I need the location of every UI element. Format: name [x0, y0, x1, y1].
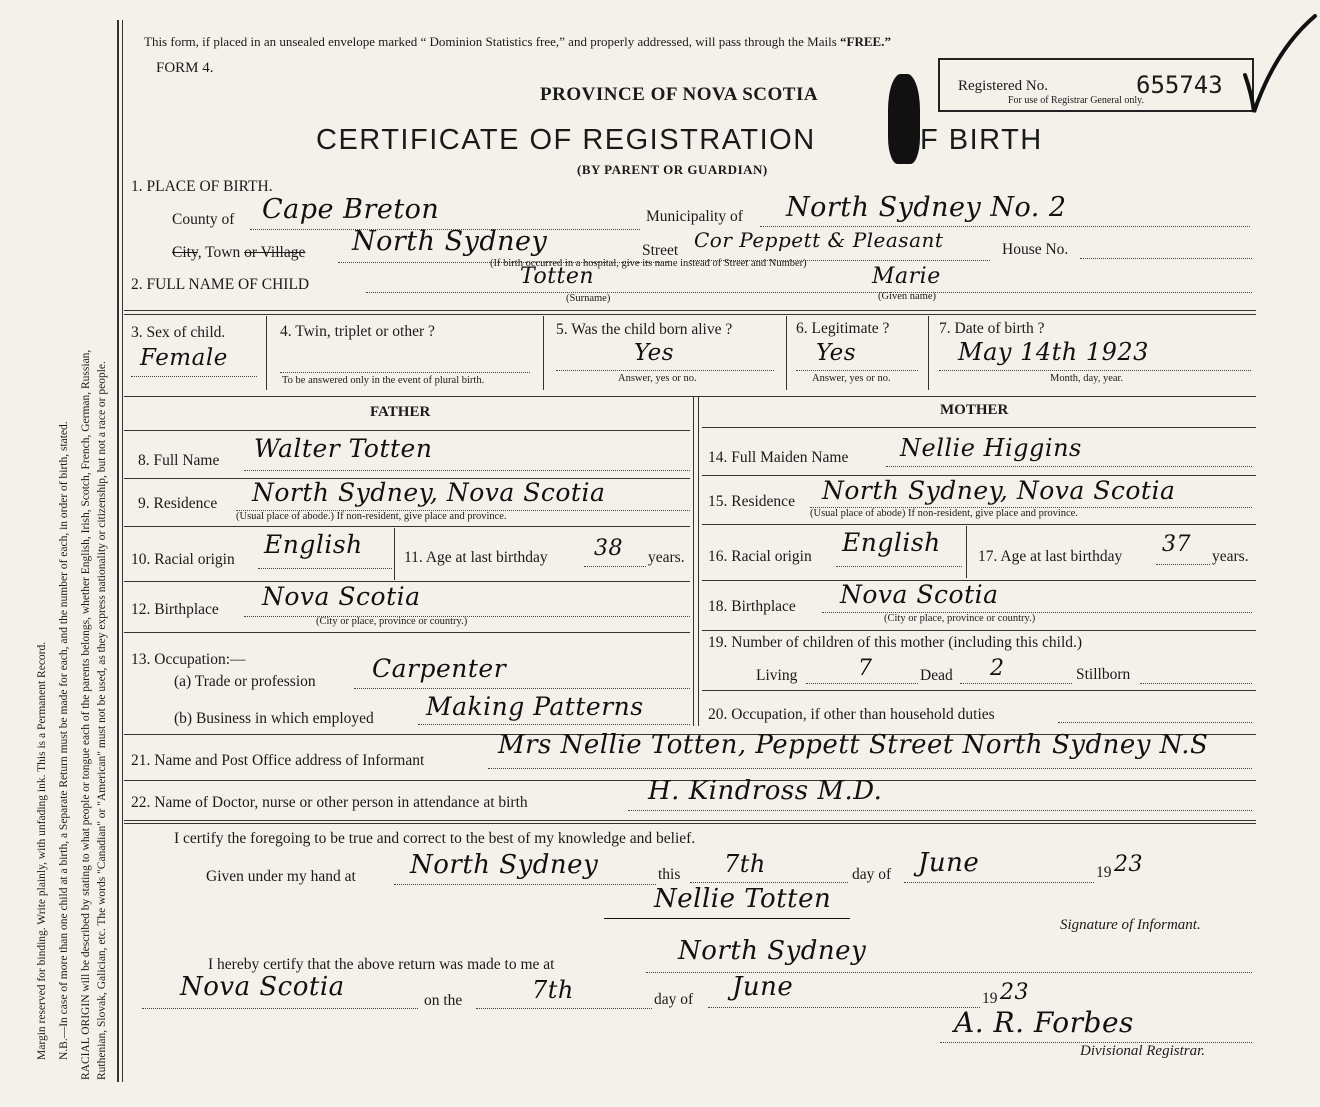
mother-birthplace-label: 18. Birthplace [708, 598, 796, 615]
registered-number-box [938, 58, 1254, 112]
house-number-line [1080, 258, 1252, 259]
date-of-birth-line [939, 370, 1251, 371]
mother-residence-note: (Usual place of abode) If non-resident, give place and province. [810, 508, 1078, 519]
registered-number-note: For use of Registrar General only. [1008, 95, 1144, 106]
surname-label: (Surname) [566, 293, 611, 304]
mother-birthplace-note: (City or place, province or country.) [884, 613, 1036, 624]
twin-note: To be answered only in the event of plural birth. [282, 375, 485, 386]
mailing-notice: This form, if placed in an unsealed envelope marked “ Dominion Statistics free,” and properly addressed, will pass through the Mails “FREE.” [144, 34, 891, 49]
mother-heading: MOTHER [940, 402, 1009, 418]
registered-number-label: Registered No. [958, 78, 1048, 94]
father-trade-label: (a) Trade or profession [174, 673, 316, 690]
dead-value: 2 [990, 656, 1005, 681]
cert-month-line [904, 882, 1094, 883]
father-business-line [418, 724, 690, 725]
row-divider-b [543, 316, 544, 390]
dead-line [960, 683, 1072, 684]
margin-note-binding: Margin reserved for binding. Write plainly, with unfading ink. This is a Permanent Record. [36, 641, 48, 1060]
father-residence-note: (Usual place of abode.) If non-resident, give place and province. [236, 511, 507, 522]
father-heading: FATHER [370, 404, 431, 420]
father-name-label: 8. Full Name [138, 452, 220, 469]
registrar-on-the-label: on the [424, 992, 463, 1009]
registrar-place1-value: North Sydney [678, 936, 867, 966]
form-number: FORM 4. [156, 60, 214, 76]
sex-value: Female [140, 345, 228, 371]
date-of-birth-label: 7. Date of birth ? [939, 320, 1045, 337]
born-alive-line [556, 370, 774, 371]
legitimate-label: 6. Legitimate ? [796, 320, 890, 337]
mother-age-label: 17. Age at last birthday [978, 548, 1123, 565]
living-line [806, 683, 918, 684]
father-age-divider [394, 528, 395, 580]
street-value: Cor Peppett & Pleasant [694, 228, 944, 252]
father-name-value: Walter Totten [254, 434, 433, 463]
parents-divider-2 [698, 396, 699, 726]
margin-note-racial-origin-2: Ruthenian, Slovak, Galician, etc. The words "Canadian" or "American" must not be used, as they express nationality or citizenship, but not a race or people. [96, 361, 108, 1080]
mother-rule-2 [702, 524, 1256, 525]
margin-note-multiple-births: N.B.—In case of more than one child at a birth, a Separate Return must be made for each, and the number of each, in order of birth, stated. [58, 421, 70, 1060]
cert-year-value: 23 [1114, 852, 1143, 877]
date-of-birth-note: Month, day, year. [1050, 373, 1124, 384]
margin-note-racial-origin-1: RACIAL ORIGIN will be described by stating to what people or tongue each of the parents belongs, whether English, Irish, Scotch, French, German, Russian, [80, 349, 92, 1080]
municipality-value: North Sydney No. 2 [786, 192, 1067, 223]
mother-residence-label: 15. Residence [708, 493, 795, 510]
cert-day-line [690, 882, 848, 883]
signature-line [604, 918, 850, 919]
registrar-month-line [708, 1007, 980, 1008]
cert-year-prefix: 19 [1096, 864, 1112, 881]
mother-residence-value: North Sydney, Nova Scotia [822, 476, 1176, 505]
registered-number-value: 655743 [1136, 71, 1223, 99]
row-divider-d [928, 316, 929, 390]
date-of-birth-value: May 14th 1923 [958, 338, 1149, 366]
informant-signature: Nellie Totten [654, 884, 832, 914]
father-business-label: (b) Business in which employed [174, 710, 374, 727]
father-rule-2 [124, 526, 690, 527]
father-birthplace-label: 12. Birthplace [131, 601, 219, 618]
father-birthplace-note: (City or place, province or country.) [316, 616, 468, 627]
father-trade-value: Carpenter [372, 654, 507, 683]
sex-line [131, 376, 257, 377]
child-surname-value: Totten [520, 264, 595, 289]
father-racial-origin-label: 10. Racial origin [131, 551, 235, 568]
mother-racial-origin-label: 16. Racial origin [708, 548, 812, 565]
child-name-line [366, 292, 1252, 293]
sex-label: 3. Sex of child. [131, 324, 226, 341]
signature-of-informant-label: Signature of Informant. [1060, 917, 1201, 933]
mother-name-label: 14. Full Maiden Name [708, 449, 849, 466]
given-place-value: North Sydney [410, 850, 599, 880]
legitimate-line [796, 370, 918, 371]
registrar-place2-value: Nova Scotia [180, 972, 345, 1002]
given-place-line [394, 884, 656, 885]
doctor-label: 22. Name of Doctor, nurse or other person in attendance at birth [131, 794, 528, 811]
given-name-label: (Given name) [878, 291, 937, 302]
mother-birthplace-value: Nova Scotia [840, 580, 999, 609]
mother-racial-origin-line [836, 566, 962, 567]
cert-month-value: June [918, 848, 980, 878]
father-racial-origin-value: English [264, 530, 363, 559]
father-racial-origin-line [258, 568, 392, 569]
father-rule-4 [124, 632, 690, 633]
margin-rule-1 [117, 20, 119, 1082]
cert-day-value: 7th [724, 850, 766, 878]
county-label: County of [172, 211, 235, 228]
municipality-label: Municipality of [646, 208, 743, 225]
twin-label: 4. Twin, triplet or other ? [280, 323, 435, 340]
mother-racial-origin-value: English [842, 528, 941, 557]
cert-this-label: this [658, 866, 681, 883]
born-alive-note: Answer, yes or no. [618, 373, 697, 384]
section-divider-2 [124, 396, 1256, 397]
cert-day-of-label: day of [852, 866, 892, 883]
mother-children-label: 19. Number of children of this mother (including this child.) [708, 634, 1083, 651]
registrar-year-value: 23 [1000, 980, 1029, 1005]
doctor-line [628, 810, 1252, 811]
mother-name-line [886, 466, 1252, 467]
town-label: City, Town or Village [172, 244, 306, 261]
mother-age-line [1156, 564, 1210, 565]
section-divider-5b [124, 823, 1256, 824]
father-occupation-label: 13. Occupation:— [131, 651, 246, 668]
father-trade-line [354, 688, 690, 689]
place-of-birth-label: 1. PLACE OF BIRTH. [131, 178, 273, 195]
check-mark-icon [1240, 10, 1320, 120]
certificate-subtitle: (BY PARENT OR GUARDIAN) [577, 162, 768, 177]
stillborn-label: Stillborn [1076, 666, 1131, 683]
mother-occupation-label: 20. Occupation, if other than household duties [708, 706, 995, 723]
father-residence-value: North Sydney, Nova Scotia [252, 478, 606, 507]
town-value: North Sydney [352, 226, 548, 257]
registrar-month-value: June [732, 972, 794, 1002]
father-age-label: 11. Age at last birthday [404, 549, 548, 566]
registrar-statement: I hereby certify that the above return was made to me at [208, 956, 555, 973]
twin-line [280, 372, 530, 373]
mother-age-divider [966, 526, 967, 578]
registrar-day-line [476, 1008, 652, 1009]
father-business-value: Making Patterns [426, 692, 644, 721]
father-name-line [244, 470, 690, 471]
hospital-note: (If birth occurred in a hospital, give its name instead of Street and Number) [490, 258, 807, 269]
house-number-label: House No. [1002, 241, 1069, 258]
mother-rule-0 [702, 427, 1256, 428]
mother-rule-5 [702, 690, 1256, 691]
section-divider-1 [124, 310, 1256, 311]
certificate-title-end: F BIRTH [920, 124, 1043, 156]
born-alive-value: Yes [634, 340, 675, 366]
father-age-line [584, 566, 646, 567]
mother-name-value: Nellie Higgins [900, 434, 1082, 462]
registrar-signature: A. R. Forbes [954, 1006, 1134, 1039]
registrar-year-prefix: 19 [982, 990, 998, 1007]
informant-value: Mrs Nellie Totten, Peppett Street North Sydney N.S [498, 730, 1209, 760]
father-rule-0 [124, 430, 690, 431]
row-divider-a [266, 316, 267, 390]
certify-statement: I certify the foregoing to be true and correct to the best of my knowledge and belief. [174, 830, 696, 847]
informant-label: 21. Name and Post Office address of Informant [131, 752, 425, 769]
mother-age-years: years. [1212, 548, 1249, 565]
living-value: 7 [858, 656, 873, 681]
margin-rule-2 [122, 20, 123, 1082]
dead-label: Dead [920, 667, 953, 684]
section-divider-1b [124, 314, 1256, 315]
parents-divider-1 [693, 396, 694, 726]
row-divider-c [786, 316, 787, 390]
mother-occupation-line [1058, 722, 1252, 723]
full-name-of-child-label: 2. FULL NAME OF CHILD [131, 276, 310, 293]
ink-blot [888, 74, 920, 164]
mother-age-value: 37 [1162, 532, 1191, 557]
father-age-years: years. [648, 549, 685, 566]
father-age-value: 38 [594, 536, 623, 561]
father-residence-label: 9. Residence [138, 495, 218, 512]
child-given-name-value: Marie [872, 264, 941, 289]
living-label: Living [756, 667, 798, 684]
section-divider-5 [124, 820, 1256, 821]
given-under-hand-label: Given under my hand at [206, 868, 356, 885]
informant-line [488, 768, 1252, 769]
street-label: Street [642, 242, 679, 259]
divisional-registrar-label: Divisional Registrar. [1080, 1043, 1206, 1059]
municipality-line [760, 226, 1250, 227]
legitimate-note: Answer, yes or no. [812, 373, 891, 384]
stillborn-line [1140, 683, 1252, 684]
registrar-place2-line [142, 1008, 418, 1009]
father-birthplace-value: Nova Scotia [262, 582, 421, 611]
province-title: PROVINCE OF NOVA SCOTIA [540, 84, 819, 105]
mother-rule-4 [702, 630, 1256, 631]
registrar-day-of-label: day of [654, 991, 694, 1008]
registrar-day-value: 7th [532, 976, 574, 1004]
county-value: Cape Breton [262, 194, 440, 225]
legitimate-value: Yes [816, 340, 857, 366]
certificate-title: CERTIFICATE OF REGISTRATION [316, 124, 816, 156]
doctor-value: H. Kindross M.D. [648, 776, 883, 806]
born-alive-label: 5. Was the child born alive ? [556, 321, 733, 338]
